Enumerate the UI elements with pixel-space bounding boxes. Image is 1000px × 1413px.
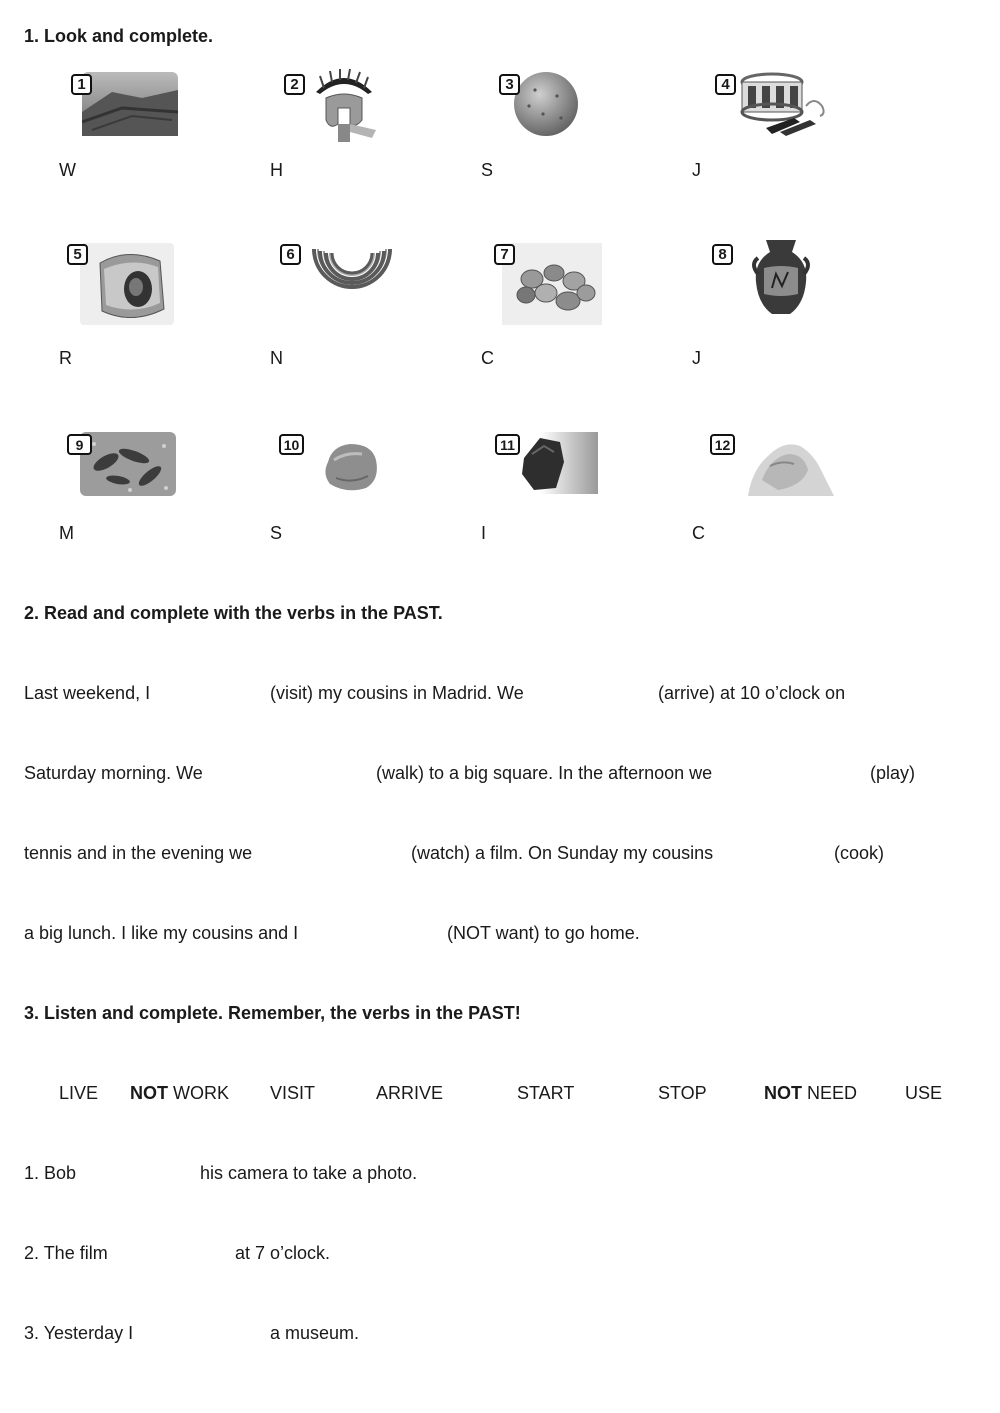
item-letter-4: J [692, 160, 701, 180]
item-letter-7: C [481, 348, 494, 368]
item-letter-12: C [692, 523, 705, 543]
jewellery-icon [736, 66, 832, 143]
item-letter-5: R [59, 348, 72, 368]
item-number-4: 4 [715, 74, 736, 95]
sentence-start: 2. The film [24, 1243, 108, 1263]
item-number-9: 9 [67, 434, 92, 455]
word-bank-item: ARRIVE [376, 1083, 444, 1103]
text-fragment: a big lunch. I like my cousins and I [24, 923, 299, 943]
ring-icon [80, 243, 174, 330]
item-number-12: 12 [710, 434, 735, 455]
item-number-1: 1 [71, 74, 92, 95]
stone-wall-icon [82, 72, 178, 141]
sentence-end: a museum. [270, 1323, 360, 1343]
text-fragment: Last weekend, I [24, 683, 151, 703]
section-1-heading: 1. Look and complete. [24, 26, 214, 46]
item-letter-1: W [59, 160, 76, 180]
item-number-5: 5 [67, 244, 88, 265]
text-fragment: Saturday morning. We [24, 763, 203, 783]
item-number-10: 10 [279, 434, 304, 455]
item-number-8: 8 [712, 244, 733, 265]
word-bank-item: STOP [658, 1083, 707, 1103]
section-3-heading: 3. Listen and complete. Remember, the verbs in the PAST! [24, 1003, 521, 1023]
word-bank-item: NOT NEED [764, 1083, 858, 1103]
word-bank-item: USE [905, 1083, 943, 1103]
item-number-2: 2 [284, 74, 305, 95]
stone-icon [322, 440, 380, 497]
text-fragment: tennis and in the evening we [24, 843, 253, 863]
item-number-7: 7 [494, 244, 515, 265]
word-bank-item: NOT WORK [130, 1083, 229, 1103]
item-letter-3: S [481, 160, 494, 180]
jar-icon [752, 238, 810, 323]
word-bank-item: START [517, 1083, 575, 1103]
sentence-end: at 7 o’clock. [235, 1243, 331, 1263]
word-bank-item: VISIT [270, 1083, 316, 1103]
necklace-icon [308, 243, 396, 328]
text-fragment: (watch) a film. On Sunday my cousins [411, 843, 714, 863]
mosaic-icon [80, 432, 176, 501]
text-fragment: (visit) my cousins in Madrid. We [270, 683, 524, 703]
round-shield-icon [513, 70, 579, 143]
item-letter-8: J [692, 348, 701, 368]
item-number-6: 6 [280, 244, 301, 265]
item-letter-6: N [270, 348, 283, 368]
item-letter-9: M [59, 523, 74, 543]
item-letter-10: S [270, 523, 283, 543]
word-bank-item: LIVE [59, 1083, 99, 1103]
section-2-heading: 2. Read and complete with the verbs in the PAST. [24, 603, 443, 623]
roman-helmet-icon [310, 68, 378, 149]
text-fragment: (play) [870, 763, 916, 783]
item-number-11: 11 [495, 434, 520, 455]
sentence-start: 1. Bob [24, 1163, 77, 1183]
iron-ore-icon [520, 432, 598, 499]
item-number-3: 3 [499, 74, 520, 95]
item-letter-11: I [481, 523, 487, 543]
sentence-end: his camera to take a photo. [200, 1163, 418, 1183]
clay-icon [748, 436, 834, 501]
item-letter-2: H [270, 160, 283, 180]
coins-icon [502, 243, 602, 330]
text-fragment: (arrive) at 10 o’clock on [658, 683, 846, 703]
text-fragment: (walk) to a big square. In the afternoon we [376, 763, 713, 783]
text-fragment: (cook) [834, 843, 885, 863]
sentence-start: 3. Yesterday I [24, 1323, 134, 1343]
text-fragment: (NOT want) to go home. [447, 923, 640, 943]
